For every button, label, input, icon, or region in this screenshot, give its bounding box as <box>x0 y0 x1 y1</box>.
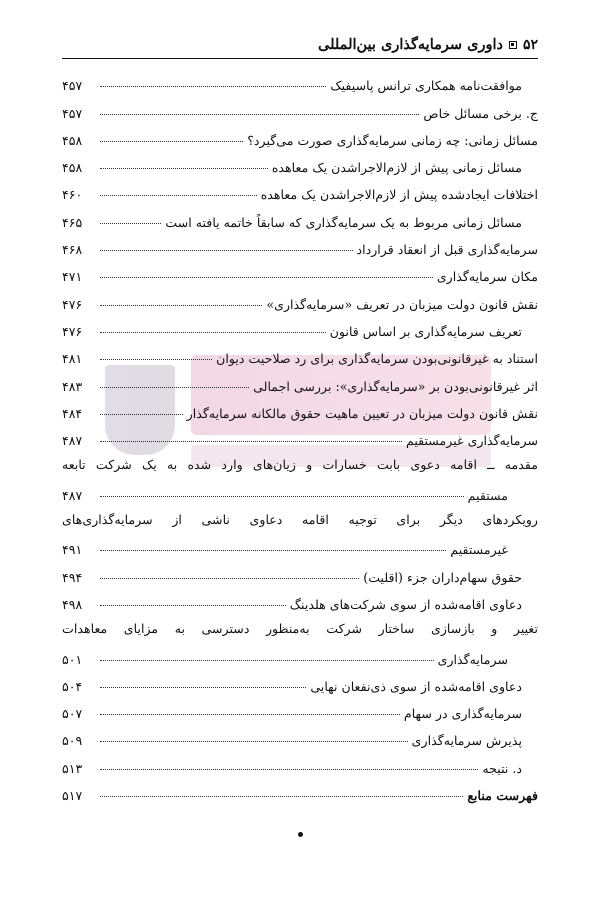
toc-entry-continuation: مستقیم ۴۸۷ <box>62 487 508 503</box>
toc-entry: سرمایه‌گذاری در سهام ۵۰۷ <box>62 706 522 722</box>
toc-entry: د. نتیجه ۵۱۳ <box>62 760 522 776</box>
stray-mark <box>298 832 303 837</box>
toc-entry: پذیرش سرمایه‌گذاری ۵۰۹ <box>62 733 522 749</box>
toc-entry: سرمایه‌گذاری قبل از انعقاد قرارداد ۴۶۸ <box>62 242 538 258</box>
toc-entry-bibliography: فهرست منابع ۵۱۷ <box>62 788 538 804</box>
toc-entry: مسائل زمانی: چه زمانی سرمایه‌گذاری صورت می‌گیرد؟ ۴۵۸ <box>62 132 538 148</box>
toc-entry-wrapped: رویکردهای دیگر برای توجیه اقامه دعاوی ناشی از سرمایه‌گذاری‌های <box>62 511 538 527</box>
toc-entry: نقش قانون دولت میزبان در تعریف «سرمایه‌گذاری» ۴۷۶ <box>62 296 538 312</box>
toc-entry: استناد به غیرقانونی‌بودن سرمایه‌گذاری برای رد صلاحیت دیوان ۴۸۱ <box>62 351 538 367</box>
page-number: ۵۲ <box>522 36 538 53</box>
toc-entry: اثر غیرقانونی‌بودن بر «سرمایه‌گذاری»: بررسی اجمالی ۴۸۳ <box>62 378 538 394</box>
square-bullet-icon <box>509 41 517 49</box>
toc-entry: موافقت‌نامه همکاری ترانس پاسیفیک ۴۵۷ <box>62 78 522 94</box>
toc-entry: ج. برخی مسائل خاص ۴۵۷ <box>62 105 538 121</box>
header-rule <box>62 58 538 59</box>
toc-entry-continuation: غیرمستقیم ۴۹۱ <box>62 542 508 558</box>
toc-entry: تعریف سرمایه‌گذاری بر اساس قانون ۴۷۶ <box>62 323 522 339</box>
table-of-contents <box>62 66 538 803</box>
toc-entry-wrapped: تغییر و بازسازی ساختار شرکت به‌منظور دسترسی به مزایای معاهدات <box>62 620 538 636</box>
toc-entry-wrapped: مقدمه ــ اقامه دعوی بابت خسارات و زیان‌های وارد شده به یک شرکت تابعه <box>62 457 538 473</box>
toc-entry: مسائل زمانی پیش از لازم‌الاجراشدن یک معاهده ۴۵۸ <box>62 160 522 176</box>
toc-entry: دعاوی اقامه‌شده از سوی شرکت‌های هلدینگ ۴۹۸ <box>62 596 522 612</box>
running-header <box>62 36 538 53</box>
toc-entry: حقوق سهام‌داران جزء (اقلیت) ۴۹۴ <box>62 569 522 585</box>
toc-entry-continuation: سرمایه‌گذاری ۵۰۱ <box>62 651 508 667</box>
toc-entry: مکان سرمایه‌گذاری ۴۷۱ <box>62 269 538 285</box>
running-title: داوری سرمایه‌گذاری بین‌المللی <box>318 36 503 53</box>
toc-entry: مسائل زمانی مربوط به یک سرمایه‌گذاری که سابقاً خاتمه یافته است ۴۶۵ <box>62 214 522 230</box>
toc-entry: دعاوی اقامه‌شده از سوی ذی‌نفعان نهایی ۵۰۴ <box>62 678 522 694</box>
toc-entry: اختلافات ایجادشده پیش از لازم‌الاجراشدن یک معاهده ۴۶۰ <box>62 187 538 203</box>
toc-entry: نقش قانون دولت میزبان در تعیین ماهیت حقوق مالکانه سرمایه‌گذار ۴۸۴ <box>62 405 538 421</box>
toc-entry: سرمایه‌گذاری غیرمستقیم ۴۸۷ <box>62 433 538 449</box>
